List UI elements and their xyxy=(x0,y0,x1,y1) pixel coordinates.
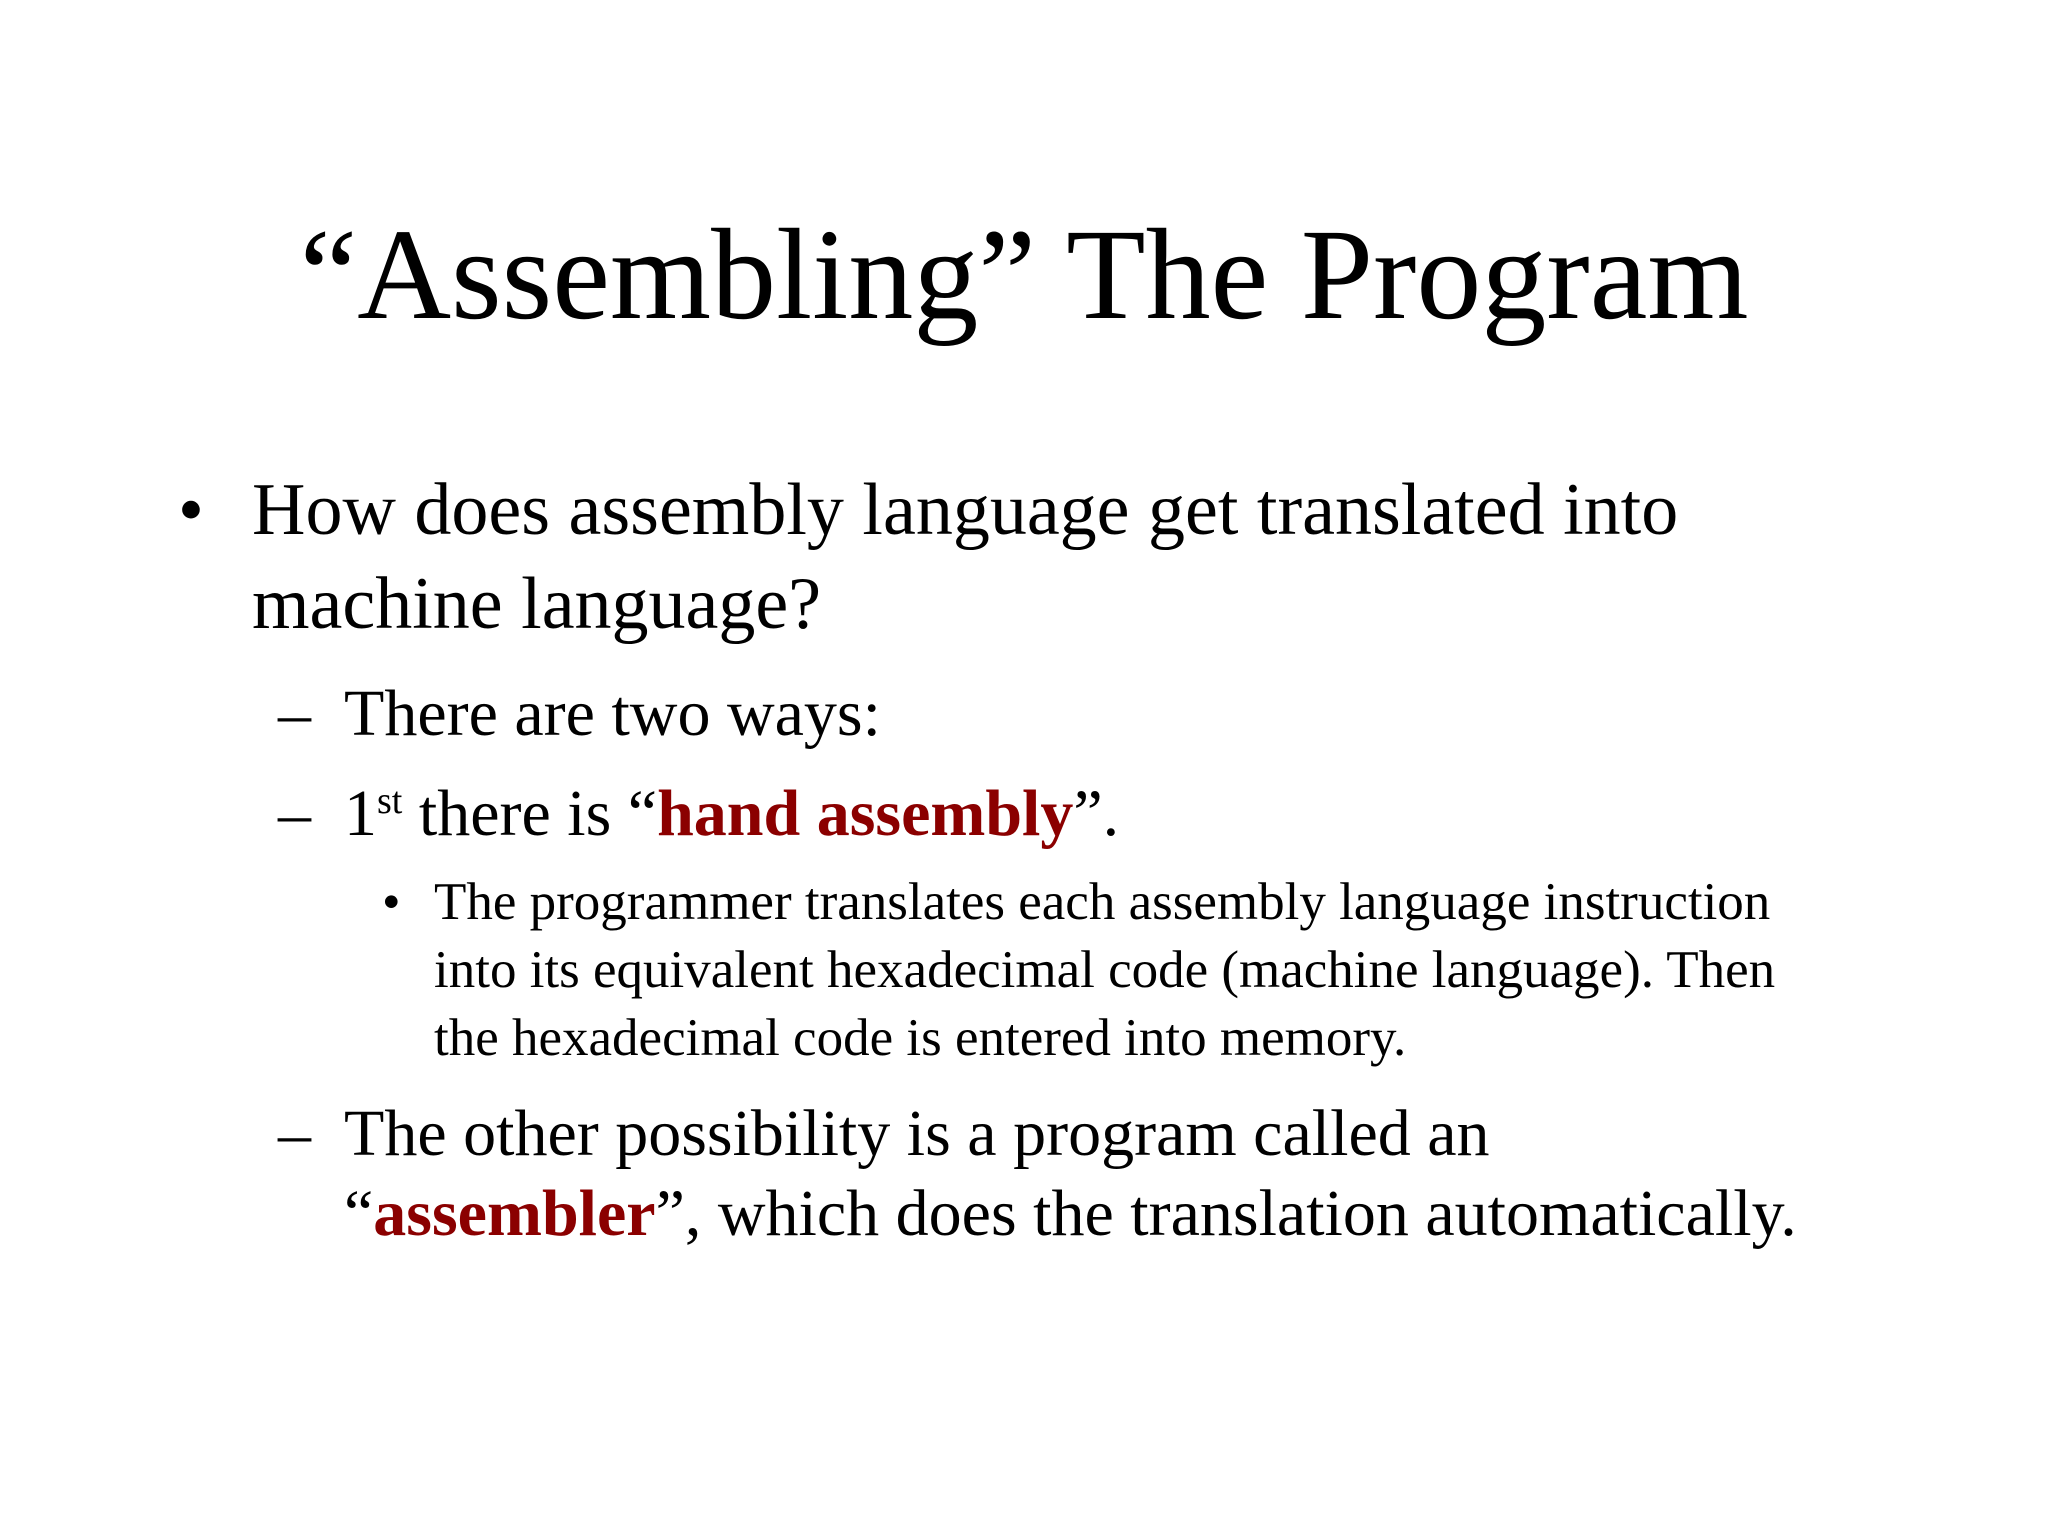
dash-marker: – xyxy=(278,677,311,750)
text-after: ”. xyxy=(1073,777,1120,850)
sub-sub-item-line-1: The programmer translates each assembly language instruction xyxy=(434,873,1771,931)
text-before: there is “ xyxy=(402,777,658,850)
sub-item-assembler-line-2 xyxy=(344,1176,1797,1252)
sub-item-two-ways: There are two ways: xyxy=(344,677,881,750)
hand-assembly-emphasis: hand assembly xyxy=(657,777,1074,850)
bullet-1-line-2: machine language? xyxy=(252,563,822,645)
bullet-marker: • xyxy=(178,469,204,551)
dash-marker: – xyxy=(278,1097,311,1170)
bullet-1-line-1: How does assembly language get translated into xyxy=(252,469,1679,551)
assembler-emphasis: assembler xyxy=(373,1177,656,1250)
ordinal-number: 1 xyxy=(344,777,377,850)
ordinal-suffix: st xyxy=(377,780,403,822)
sub-item-hand-assembly xyxy=(344,776,1119,852)
open-quote: “ xyxy=(344,1177,374,1250)
sub-sub-item-line-2: into its equivalent hexadecimal code (machine language). Then xyxy=(434,941,1776,999)
slide-title: “Assembling” The Program xyxy=(299,203,1749,347)
sub-sub-item-line-3: the hexadecimal code is entered into memory. xyxy=(434,1009,1407,1067)
dash-marker: – xyxy=(278,777,311,850)
assembler-trailing-text: ”, which does the translation automatically. xyxy=(655,1177,1797,1250)
sub-item-assembler-line-1: The other possibility is a program called an xyxy=(344,1097,1490,1170)
bullet-marker-small: • xyxy=(382,873,401,931)
